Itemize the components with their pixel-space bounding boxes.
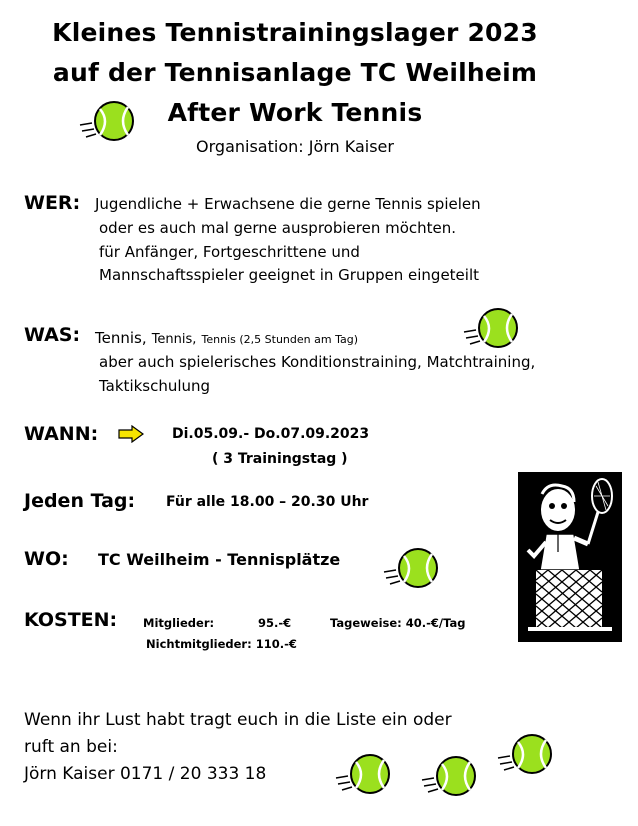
was-line-2: aber auch spielerisches Konditionstraining, Matchtraining,: [99, 353, 536, 371]
wer-line-3: für Anfänger, Fortgeschrittene und: [99, 243, 360, 261]
jeden-tag-time: Für alle 18.00 – 20.30 Uhr: [166, 494, 369, 510]
jeden-tag-label: Jeden Tag:: [24, 490, 136, 512]
title-line-3: After Work Tennis: [167, 98, 423, 127]
wann-label: WANN:: [24, 423, 99, 445]
wann-days: ( 3 Trainingstag ): [212, 451, 348, 467]
tennis-ball-icon: [462, 304, 518, 354]
tennis-ball-icon: [78, 97, 134, 147]
wo-place: TC Weilheim - Tennisplätze: [98, 550, 341, 569]
tennis-ball-icon: [382, 544, 438, 594]
wann-dates: Di.05.09.- Do.07.09.2023: [172, 426, 370, 442]
footer-line-3: Jörn Kaiser 0171 / 20 333 18: [24, 764, 267, 784]
was-tennis-3: Tennis (2,5 Stunden am Tag): [201, 333, 358, 346]
was-label: WAS:: [24, 324, 81, 346]
wer-line-1: Jugendliche + Erwachsene die gerne Tennis spielen: [95, 195, 481, 213]
footer-line-2: ruft an bei:: [24, 737, 118, 757]
was-tennis-2: Tennis,: [151, 332, 197, 347]
was-line-3: Taktikschulung: [99, 377, 211, 395]
arrow-right-icon: [118, 425, 144, 443]
tennis-player-illustration: [518, 472, 622, 642]
was-tennis-1: Tennis,: [95, 329, 147, 347]
wer-label: WER:: [24, 192, 81, 214]
wer-line-4: Mannschaftsspieler geeignet in Gruppen eingeteilt: [99, 266, 480, 284]
kosten-nichtmitglieder: Nichtmitglieder: 110.-€: [146, 637, 297, 651]
tennis-ball-icon: [420, 752, 476, 802]
organisation: Organisation: Jörn Kaiser: [196, 137, 394, 156]
was-line-1: [95, 328, 358, 347]
title-line-2: auf der Tennisanlage TC Weilheim: [52, 58, 538, 87]
kosten-mitglieder-label: Mitglieder:: [143, 616, 215, 630]
wo-label: WO:: [24, 548, 69, 570]
kosten-mitglieder-price: 95.-€: [258, 616, 292, 630]
footer-line-1: Wenn ihr Lust habt tragt euch in die Liste ein oder: [24, 710, 452, 730]
kosten-label: KOSTEN:: [24, 609, 118, 631]
wer-line-2: oder es auch mal gerne ausprobieren möchten.: [99, 219, 457, 237]
tennis-ball-icon: [496, 730, 552, 780]
title-line-1: Kleines Tennistrainingslager 2023: [52, 18, 538, 47]
tennis-ball-icon: [334, 750, 390, 800]
kosten-tageweise: Tageweise: 40.-€/Tag: [330, 616, 466, 630]
